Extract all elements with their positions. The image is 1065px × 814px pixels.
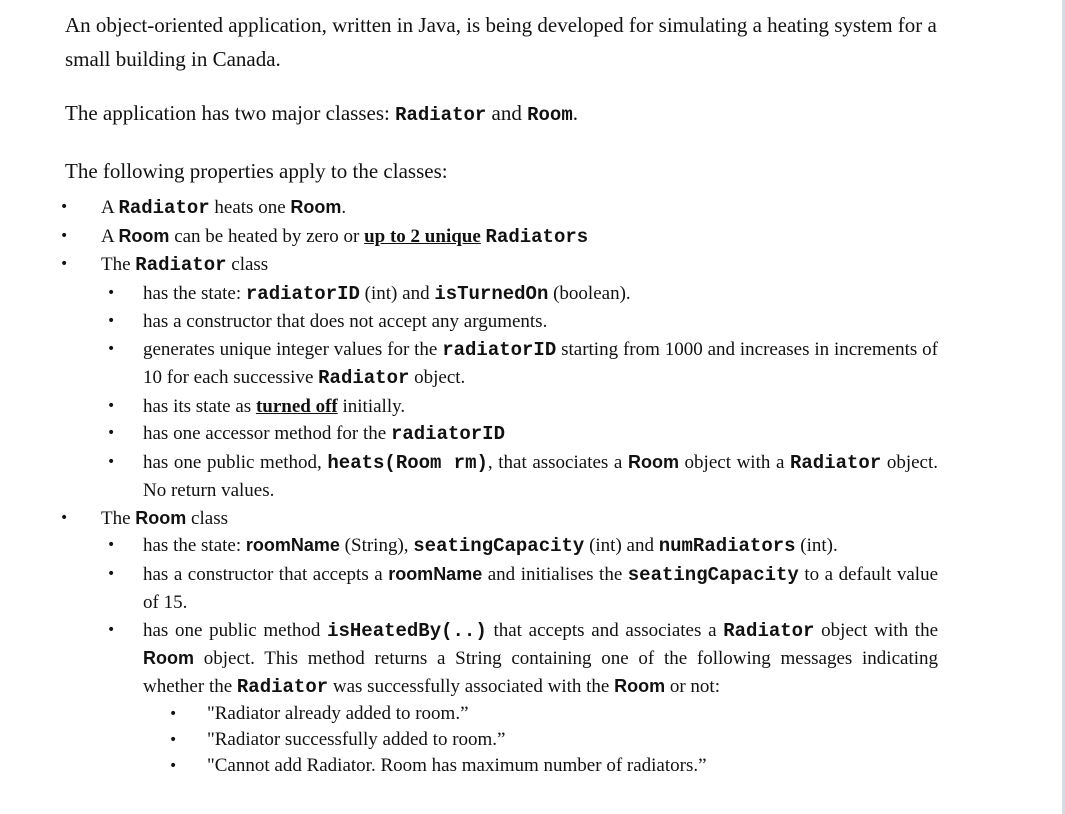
text-span: A [101,197,119,218]
text-span: . [341,197,347,218]
code-span: radiatorID [442,338,557,361]
code-span: seatingCapacity [413,535,585,557]
text-span: was successfully associated with the [328,675,615,697]
code-span: numRadiators [658,535,796,557]
code-span: radiatorID [390,423,505,445]
list-item [65,280,938,309]
code-radiator: Radiator [395,104,487,126]
document-page [60,8,985,779]
text-span: and initialises the [482,563,628,585]
text-span: class [186,507,228,529]
bullet-icon: • [60,509,69,526]
classes-paragraph [65,96,985,132]
messages-list [143,701,938,779]
bullet-icon: • [107,621,116,638]
code-span: Room [135,507,187,528]
text-span: , that associates a [487,451,628,473]
underlined-text: up to 2 unique [364,225,481,247]
bullet-icon: • [107,340,116,357]
text-span: (int). [795,535,838,556]
list-item [60,251,985,505]
list-item [65,449,938,505]
bullet-icon: • [60,199,69,215]
intro-paragraph: An object-oriented application, written in Java, is being developed for simulating a heating system for a small building in Canada. [65,13,937,71]
bullet-icon: • [169,732,178,748]
bullet-icon: • [169,706,178,722]
text-span: or not: [665,675,720,697]
bullet-icon: • [107,284,116,301]
text-span: has its state as [143,395,256,417]
code-span: Room [143,648,194,668]
code-span: roomName [245,535,340,555]
text-span: object with the [814,619,938,641]
text-span: has a constructor that accepts a [143,563,389,585]
bullet-icon: • [60,227,69,244]
code-room: Room [527,104,573,126]
text-span: The [101,254,136,275]
code-span: isTurnedOn [434,282,549,305]
bullet-icon: • [107,565,116,582]
text-span: can be heated by zero or [169,225,365,247]
text-span: . [572,101,578,125]
room-properties-list [101,532,1008,779]
bullet-icon: • [107,537,116,553]
text-span: class [226,254,269,275]
text-span: that accepts and associates a [486,619,724,641]
text-span: has one public method, [143,451,328,473]
code-span: radiatorID [245,282,360,305]
text-span: object. [409,367,466,388]
list-item [65,393,938,421]
code-span: Room [614,675,666,696]
list-item [65,308,938,336]
list-item [60,223,985,252]
message-item [143,753,907,779]
text-span: object. No return values. [143,451,938,501]
code-span: Radiator [135,254,227,276]
text-span: heats one [209,197,291,218]
code-span: Radiators [485,225,589,248]
text-span: (boolean). [548,282,631,304]
code-span: Room [290,197,342,217]
text-span: and [486,101,528,125]
radiator-properties-list [101,280,1008,505]
properties-heading: The following properties apply to the classes: [65,159,448,183]
text-span: has the state: [143,535,246,556]
code-span: heats(Room rm) [327,451,488,474]
bullet-icon: • [169,758,178,774]
text-span: has the state: [143,282,246,304]
bullet-icon: • [107,425,116,441]
code-span: roomName [388,563,483,584]
code-span: Radiator [236,675,329,698]
underlined-text: turned off [255,395,338,417]
message-item [143,727,907,753]
list-item [65,336,938,393]
list-item [60,194,985,223]
bullet-icon: • [107,313,116,329]
text-span: has one public method [143,619,328,641]
list-item [60,505,985,780]
message-text: "Radiator successfully added to room.” [207,729,506,750]
text-span: has a constructor that does not accept any arguments. [143,311,548,332]
list-item [65,420,938,449]
code-span: Radiator [318,367,410,389]
text-span: starting from 1000 and increases in increments of 10 for each successive [143,338,938,388]
code-span: Radiator [723,619,815,642]
text-span: The application has two major classes: [65,101,396,125]
bullet-icon: • [60,256,69,272]
code-span: seatingCapacity [627,563,799,586]
text-span: initially. [337,395,406,417]
text-span: object. This method returns a String containing one of the following messages indicating whether the [143,648,938,697]
message-text: "Cannot add Radiator. Room has maximum number of radiators.” [207,755,707,776]
text-span: (int) and [584,535,659,556]
text-span: (int) and [359,282,435,304]
list-item [65,617,938,780]
text-span: to a default value of 15. [143,563,939,613]
bullet-icon: • [107,397,116,414]
text-span: object with a [678,451,790,473]
list-item [65,532,938,561]
code-span: Room [627,451,679,472]
text-span: generates unique integer values for the [143,338,443,360]
list-item [65,561,938,617]
code-span: isHeatedBy(..) [327,619,487,642]
message-text: "Radiator already added to room.” [207,703,469,724]
text-span: has one accessor method for the [143,423,391,444]
text-span: A [101,225,119,247]
text-span: (String), [339,535,414,556]
code-span: Room [118,225,170,246]
code-span: Radiator [790,451,882,474]
text-span: The [101,507,136,529]
properties-list [60,194,985,779]
bullet-icon: • [107,453,116,470]
code-span: Radiator [118,197,210,219]
message-item [143,701,907,727]
